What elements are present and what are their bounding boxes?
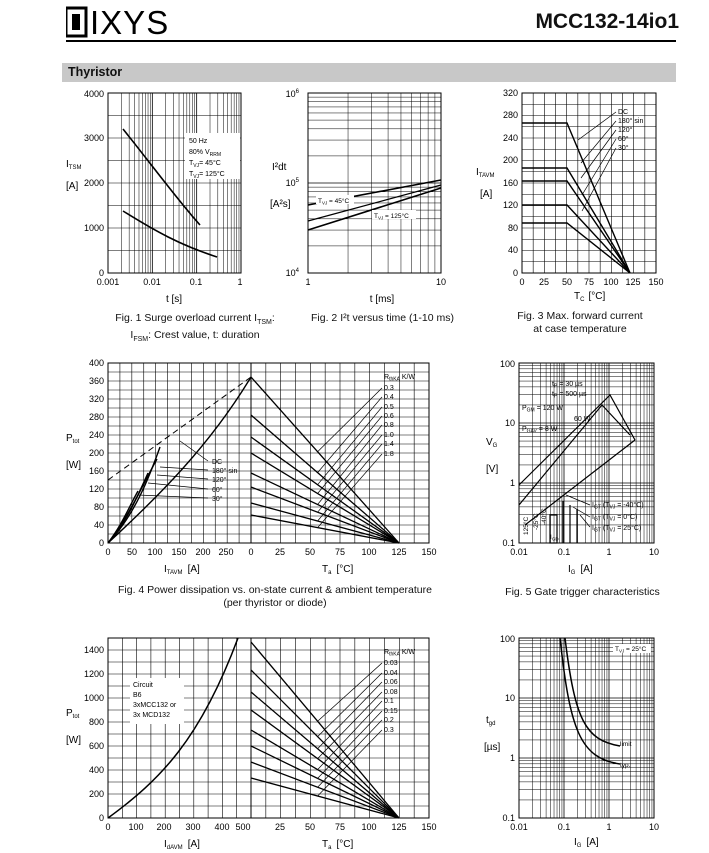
svg-text:0.03: 0.03 [384,660,398,667]
svg-text:280: 280 [88,412,104,422]
fig7-limit [565,638,620,746]
svg-text:PGM= 120 W: $P_{GM} = 120$ W [522,405,563,414]
svg-text:100: 100 [361,547,377,557]
fig3-180 [522,168,630,273]
svg-text:Ptot: $P_{tot}$ [66,433,80,445]
svg-text:400: 400 [214,822,230,832]
svg-text:50: 50 [304,547,316,557]
svg-text:250: 250 [218,547,234,557]
svg-text:80% VRRM: 80% $V_{RRM}$ [189,149,222,158]
svg-text:t [ms]: t [ms] [369,294,395,305]
svg-text:0: 0 [105,547,111,557]
svg-text:125: 125 [391,822,407,832]
svg-text:0: 0 [248,547,254,557]
svg-text:-25°C: -25°C [533,513,540,530]
svg-text:0.1: 0.1 [189,277,203,287]
svg-text:80: 80 [93,502,104,512]
svg-text:30°: 30° [618,145,629,152]
svg-text:TC[°C]: $T_C$ [°C] [574,291,606,303]
svg-text:DC: DC [618,109,629,116]
svg-text:180° sin: 180° sin [212,468,238,475]
fig5-caption: Fig. 5 Gate trigger characteristics [505,586,660,598]
svg-text:0: 0 [98,813,104,823]
svg-text:0.3: 0.3 [384,385,394,392]
svg-text:IGT (TVJ = -40°C): $I_{GT}$ $(T_{VJ} = -40^\circ C)$ [592,502,644,511]
fig1-caption: Fig. 1 Surge overload current $I_{TSM}$: $I_{FSM}$: Crest value, t: duration [115,312,275,344]
svg-text:75: 75 [583,277,595,287]
svg-text:1: 1 [606,822,612,832]
svg-text:180° sin: 180° sin [618,118,644,125]
svg-text:150: 150 [421,547,437,557]
svg-text:40: 40 [507,245,518,255]
svg-text:280: 280 [502,110,518,120]
fig6-chart [60,630,455,853]
fig3-120 [522,181,630,273]
svg-text:-40°C: -40°C [541,508,548,525]
svg-text:DC: DC [212,459,223,466]
rth-leader [318,720,382,787]
svg-text:60 W: 60 W [574,416,591,423]
svg-text:60°: 60° [618,136,629,143]
fig1-chart [60,85,255,310]
svg-text:200: 200 [88,789,104,799]
svg-text:200: 200 [195,547,211,557]
svg-text:0.2: 0.2 [384,717,394,724]
svg-text:60°: 60° [212,487,223,494]
svg-text:320: 320 [88,394,104,404]
header-divider [66,40,676,42]
fig4-chart [60,355,455,580]
svg-text:160: 160 [502,178,518,188]
svg-text:RthKA K/W: $R_{thKA}$ K/W [384,649,416,658]
svg-text:2000: 2000 [83,178,104,188]
svg-text:125: 125 [625,277,641,287]
svg-text:320: 320 [502,88,518,98]
svg-text:75: 75 [334,547,346,557]
svg-text:tP= 30 µs: $t_P = 30$ µs [552,381,583,390]
fig3-chart [470,85,670,310]
svg-text:80: 80 [507,223,518,233]
svg-text:0: 0 [98,268,104,278]
svg-text:ITAVM: $I_{TAVM}$ [476,167,495,179]
svg-text:0.01: 0.01 [510,547,528,557]
svg-text:50: 50 [126,547,138,557]
svg-text:50: 50 [304,822,316,832]
svg-text:600: 600 [88,741,104,751]
svg-text:IXYS: IXYS [90,6,170,38]
svg-text:150: 150 [421,822,437,832]
svg-text:0.1: 0.1 [557,822,571,832]
svg-text:[A]: [A] [66,181,79,192]
rth-leader [318,388,382,452]
svg-text:10: 10 [648,547,660,557]
svg-text:tgd: $t_{gd}$ [486,715,496,727]
svg-text:[µs]: [µs] [484,742,501,753]
svg-text:10: 10 [435,277,447,287]
svg-text:[A]: [A] [480,189,493,200]
svg-text:0.5: 0.5 [384,404,394,411]
svg-text:800: 800 [88,717,104,727]
svg-text:0.1: 0.1 [384,698,394,705]
svg-text:1000: 1000 [83,223,104,233]
rth-leader [318,444,382,521]
svg-text:3xMCC132 or: 3xMCC132 or [133,702,177,709]
section-bar [62,63,676,82]
rth-leader [318,407,382,485]
svg-text:125°C: 125°C [523,516,530,535]
svg-text:0.1: 0.1 [557,547,571,557]
svg-text:0: 0 [105,822,111,832]
svg-text:0.01: 0.01 [143,277,161,287]
svg-text:120: 120 [502,200,518,210]
svg-text:TVJ= 125°C: $T_{VJ}= 125^\circ C$ [189,171,225,180]
svg-text:10: 10 [648,822,660,832]
svg-text:50: 50 [561,277,573,287]
svg-text:240: 240 [502,133,518,143]
svg-text:0: 0 [519,277,525,287]
svg-text:B6: B6 [133,692,142,699]
fig4-caption: Fig. 4 Power dissipation vs. on-state current & ambient temperature (per thyristor or diode) [118,584,432,609]
svg-text:0.01: 0.01 [510,822,528,832]
svg-text:100: 100 [603,277,619,287]
fig7-chart [470,630,670,853]
svg-text:0: 0 [512,268,518,278]
svg-text:300: 300 [185,822,201,832]
svg-text:0.1: 0.1 [502,813,515,823]
svg-text:typ.: typ. [620,762,631,769]
svg-text:IG[A]: $I_G$ [A] [568,564,593,576]
svg-text:Ta[°C]: $T_a$ [°C] [322,839,354,851]
svg-text:160: 160 [88,466,104,476]
svg-text:104: $10^4$ [285,268,299,278]
svg-text:[V]: [V] [486,464,499,475]
svg-text:0.08: 0.08 [384,689,398,696]
svg-text:1.8: 1.8 [384,451,394,458]
svg-text:[W]: [W] [66,735,81,746]
svg-text:ITSM: $I_{TSM}$ [66,159,82,171]
svg-text:0.6: 0.6 [384,413,394,420]
svg-text:ITAVM[A]: $I_{TAVM}$ [A] [164,564,200,576]
svg-text:150: 150 [171,547,187,557]
svg-text:75: 75 [334,822,346,832]
svg-text:0.3: 0.3 [384,727,394,734]
svg-text:1: 1 [509,753,515,763]
svg-text:RthKA K/W: $R_{thKA}$ K/W [384,374,416,383]
svg-text:0.001: 0.001 [96,277,120,287]
svg-text:30°: 30° [212,496,223,503]
svg-text:TVJ= 45°C: $T_{VJ}= 45^\circ C$ [189,160,221,169]
svg-text:1.0: 1.0 [384,432,394,439]
svg-text:200: 200 [88,448,104,458]
fig3-caption: Fig. 3 Max. forward current at case temperature [517,310,643,335]
section-title: Thyristor [68,65,123,79]
svg-text:360: 360 [88,376,104,386]
svg-text:0.06: 0.06 [384,679,398,686]
svg-text:100: 100 [128,822,144,832]
svg-text:IGT (TVJ = 25°C): $I_{GT}$ $(T_{VJ} = 25^\circ C)$ [592,525,642,534]
svg-text:125: 125 [391,547,407,557]
svg-text:IGD: $I_{GD}$ [550,534,559,542]
svg-text:TVJ = 45°C: $T_{VJ} = 45^\circ C$ [318,198,350,206]
svg-text:IdAVM[A]: $I_{dAVM}$ [A] [164,839,200,851]
svg-text:10: 10 [504,418,515,428]
svg-text:100: 100 [147,547,163,557]
svg-text:1: 1 [305,277,311,287]
svg-text:1: 1 [237,277,243,287]
ixys-logo [66,6,191,38]
fig7-typ [560,638,620,764]
svg-text:120°: 120° [212,477,227,484]
svg-text:0.1: 0.1 [502,538,515,548]
svg-text:1000: 1000 [83,693,104,703]
fig2-chart [268,85,458,310]
svg-text:200: 200 [502,155,518,165]
svg-text:500: 500 [235,822,251,832]
part-number: MCC132-14io1 [535,10,679,33]
svg-text:400: 400 [88,358,104,368]
svg-text:TVJ = 125°C: $T_{VJ} = 125^\circ C$ [374,213,409,221]
fig1-curve-125c [123,211,217,257]
svg-text:120: 120 [88,484,104,494]
svg-text:1.4: 1.4 [384,441,394,448]
svg-text:VG: $V_G$ [486,437,498,449]
svg-text:3x MCD132: 3x MCD132 [133,712,170,719]
svg-text:0.8: 0.8 [384,422,394,429]
svg-text:1200: 1200 [83,669,104,679]
fig2-line-125c [308,188,441,230]
svg-text:100: 100 [361,822,377,832]
rth-leader [318,673,382,737]
svg-text:40: 40 [93,520,104,530]
svg-text:IGT (TVJ = 0°C): $I_{GT}$ $(T_{VJ} = 0^\circ C)$ [592,514,638,523]
svg-text:200: 200 [156,822,172,832]
svg-text:25: 25 [274,822,286,832]
fig6-curve [108,638,238,818]
svg-text:240: 240 [88,430,104,440]
svg-text:10: 10 [504,693,515,703]
svg-text:limit: limit [620,741,632,748]
svg-text:1: 1 [509,478,515,488]
svg-text:Ta[°C]: $T_a$ [°C] [322,564,354,576]
svg-text:100: 100 [499,359,515,369]
svg-text:Circuit: Circuit [133,682,153,689]
svg-text:0.4: 0.4 [384,394,394,401]
svg-text:400: 400 [88,765,104,775]
fig5-chart [470,355,670,580]
svg-text:IG[A]: $I_G$ [A] [574,837,599,849]
svg-text:t [s]: t [s] [165,294,183,305]
svg-text:[W]: [W] [66,460,81,471]
svg-text:106: $10^6$ [285,89,299,99]
svg-text:25: 25 [274,547,286,557]
svg-text:0.15: 0.15 [384,708,398,715]
svg-text:tP= 500 µs: $t_P = 500$ µs [552,391,587,400]
svg-text:3000: 3000 [83,133,104,143]
rth-leader [318,416,382,494]
svg-text:I²dt: I²dt [272,162,287,173]
svg-text:0: 0 [98,538,104,548]
svg-text:120°: 120° [618,127,633,134]
svg-text:1: 1 [606,547,612,557]
svg-text:4000: 4000 [83,89,104,99]
svg-text:0.04: 0.04 [384,670,398,677]
fig2-caption: Fig. 2 I²t versus time (1-10 ms) [311,312,454,324]
svg-text:50 Hz: 50 Hz [189,138,208,145]
svg-text:Ptot: $P_{tot}$ [66,708,80,720]
fig3-30 [522,223,630,273]
svg-text:100: 100 [499,634,515,644]
svg-text:TVJ = 25°C: $T_{VJ} = 25^\circ C$ [615,646,647,654]
rth-leader [318,692,382,759]
svg-text:105: $10^5$ [285,178,299,188]
svg-text:PGAV= 8 W: $P_{GAV} = 8$ W [522,426,558,435]
svg-text:25: 25 [538,277,550,287]
svg-text:1400: 1400 [83,645,104,655]
svg-text:150: 150 [648,277,664,287]
svg-text:[A²s]: [A²s] [270,199,291,210]
